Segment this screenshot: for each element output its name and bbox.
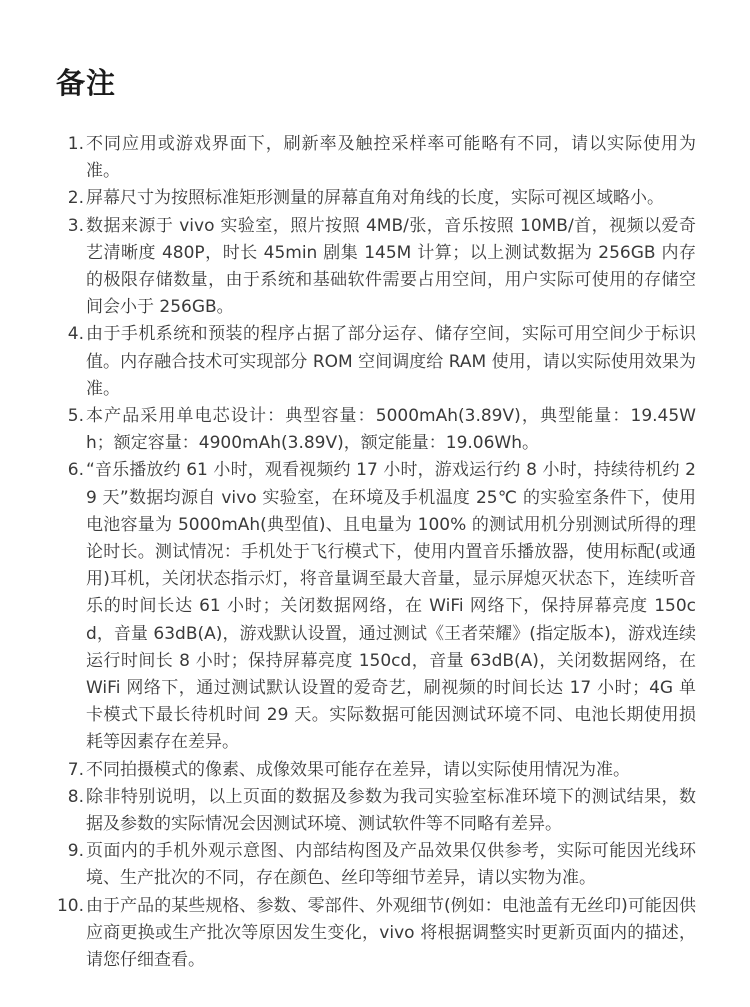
note-number: 2. xyxy=(67,188,84,209)
note-item-3 xyxy=(56,213,696,322)
notes-list xyxy=(56,131,696,974)
note-text: “音乐播放约 61 小时，观看视频约 17 小时，游戏运行约 8 小时，持续待机约 29 天”数据均源自 vivo 实验室，在环境及手机温度 25℃ 的实验室条件下，使用电池容量为 5000mAh(典型值)、且电量为 100% 的测试用机分别测试所得的理论时长。测试情况：手机处于飞行模式下，使用内置音乐播放器，使用标配(或通用)耳机，关闭状态指示灯，将音量调至最大音量，显示屏熄灭状态下，连续听音乐的时间长达 61 小时；关闭数据网络，在 WiFi 网络下，保持屏幕亮度 150cd，音量 63dB(A)，游戏默认设置，通过测试《王者荣耀》(指定版本)，游戏连续运行时间长 8 小时；保持屏幕亮度 150cd，音量 63dB(A)，关闭数据网络，在 WiFi 网络下，通过测试默认设置的爱奇艺，刷视频的时间长达 17 小时；4G 单卡模式下最长待机时间 29 天。实际数据可能因测试环境不同、电池长期使用损耗等因素存在差异。 xyxy=(86,460,696,753)
note-number: 10. xyxy=(56,895,84,916)
note-item-2 xyxy=(56,185,696,212)
note-item-10 xyxy=(56,893,696,975)
note-item-6 xyxy=(56,457,696,756)
note-item-1 xyxy=(56,131,696,185)
note-text: 除非特别说明，以上页面的数据及参数为我司实验室标准环境下的测试结果，数据及参数的实际情况会因测试环境、测试软件等不同略有差异。 xyxy=(86,786,696,835)
note-text: 由于手机系统和预装的程序占据了部分运存、储存空间，实际可用空间少于标识值。内存融合技术可实现部分 ROM 空间调度给 RAM 使用，请以实际使用效果为准。 xyxy=(86,324,696,399)
note-number: 1. xyxy=(67,134,84,154)
note-number: 9. xyxy=(67,841,84,862)
note-number: 3. xyxy=(67,215,84,236)
note-number: 8. xyxy=(67,786,84,807)
note-text: 不同应用或游戏界面下，刷新率及触控采样率可能略有不同，请以实际使用为准。 xyxy=(86,134,696,182)
note-text: 页面内的手机外观示意图、内部结构图及产品效果仅供参考，实际可能因光线环境、生产批次的不同，存在颜色、丝印等细节差异，请以实物为准。 xyxy=(86,841,696,889)
note-text: 不同拍摄模式的像素、成像效果可能存在差异，请以实际使用情况为准。 xyxy=(86,759,630,780)
page-title: 备注 xyxy=(56,66,117,100)
note-item-5 xyxy=(56,403,696,457)
note-number: 4. xyxy=(67,324,84,345)
note-text: 数据来源于 vivo 实验室，照片按照 4MB/张，音乐按照 10MB/首，视频以爱奇艺清晰度 480P，时长 45min 剧集 145M 计算；以上测试数据为 256GB 内存的极限存储数量，由于系统和基础软件需要占用空间，用户实际可使用的存储空间会小于 256GB。 xyxy=(86,215,696,318)
note-item-9 xyxy=(56,838,696,892)
note-number: 6. xyxy=(67,460,84,481)
note-number: 5. xyxy=(67,406,84,427)
note-item-4 xyxy=(56,321,696,403)
note-item-8 xyxy=(56,784,696,838)
note-item-7 xyxy=(56,757,696,784)
note-text: 屏幕尺寸为按照标准矩形测量的屏幕直角对角线的长度，实际可视区域略小。 xyxy=(86,188,664,209)
note-text: 由于产品的某些规格、参数、零部件、外观细节(例如：电池盖有无丝印)可能因供应商更换或生产批次等原因发生变化，vivo 将根据调整实时更新页面内的描述，请您仔细查看。 xyxy=(86,895,696,971)
note-text: 本产品采用单电芯设计：典型容量：5000mAh(3.89V)，典型能量：19.45Wh；额定容量：4900mAh(3.89V)，额定能量：19.06Wh。 xyxy=(86,406,696,454)
note-number: 7. xyxy=(67,759,84,780)
